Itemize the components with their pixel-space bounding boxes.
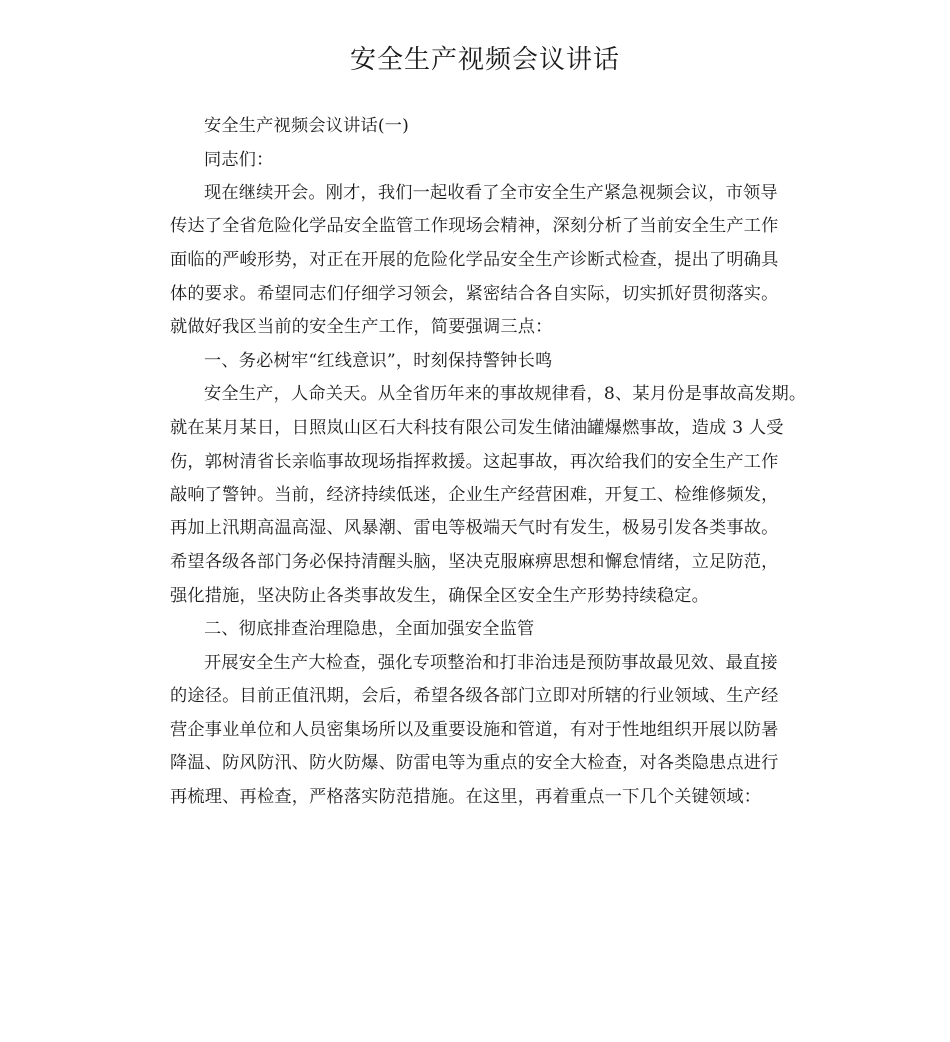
paragraph-line: 强化措施，坚决防止各类事故发生，确保全区安全生产形势持续稳定。 — [170, 586, 710, 606]
paragraph-line: 希望各级各部门务必保持清醒头脑，坚决克服麻痹思想和懈怠情绪，立足防范， — [170, 552, 779, 572]
paragraph-line: 再加上汛期高温高湿、风暴潮、雷电等极端天气时有发生，极易引发各类事故。 — [170, 518, 779, 538]
paragraph-line: 安全生产，人命关天。从全省历年来的事故规律看，8、某月份是事故高发期。 — [204, 384, 807, 404]
paragraph-line: 就在某月某日，日照岚山区石大科技有限公司发生储油罐爆燃事故，造成 3 人受 — [170, 418, 784, 438]
section-heading: 二、彻底排查治理隐患，全面加强安全监管 — [204, 619, 535, 639]
document-title: 安全生产视频会议讲话 — [349, 45, 620, 75]
paragraph-line: 敲响了警钟。当前，经济持续低迷，企业生产经营困难，开复工、检维修频发， — [170, 485, 779, 505]
paragraph-line: 面临的严峻形势，对正在开展的危险化学品安全生产诊断式检查，提出了明确具 — [170, 250, 779, 270]
section-heading: 一、务必树牢“红线意识”，时刻保持警钟长鸣 — [204, 351, 553, 371]
paragraph-line: 伤，郭树清省长亲临事故现场指挥救援。这起事故，再次给我们的安全生产工作 — [170, 452, 779, 472]
paragraph-line: 营企事业单位和人员密集场所以及重要设施和管道，有对于性地组织开展以防暑 — [170, 720, 779, 740]
salutation-line: 同志们： — [204, 150, 274, 170]
paragraph-line: 现在继续开会。刚才，我们一起收看了全市安全生产紧急视频会议，市领导 — [204, 183, 778, 203]
paragraph-line: 就做好我区当前的安全生产工作，简要强调三点： — [170, 317, 553, 337]
paragraph-line: 的途径。目前正值汛期，会后，希望各级各部门立即对所辖的行业领域、生产经 — [170, 686, 779, 706]
paragraph-line: 开展安全生产大检查，强化专项整治和打非治违是预防事故最见效、最直接 — [204, 653, 778, 673]
subtitle-line: 安全生产视频会议讲话(一) — [204, 116, 410, 136]
paragraph-line: 体的要求。希望同志们仔细学习领会，紧密结合各自实际，切实抓好贯彻落实。 — [170, 284, 779, 304]
paragraph-line: 传达了全省危险化学品安全监管工作现场会精神，深刻分析了当前安全生产工作 — [170, 216, 779, 236]
paragraph-line: 降温、防风防汛、防火防爆、防雷电等为重点的安全大检查，对各类隐患点进行 — [170, 753, 779, 773]
paragraph-line: 再梳理、再检查，严格落实防范措施。在这里，再着重点一下几个关键领域： — [170, 787, 762, 807]
